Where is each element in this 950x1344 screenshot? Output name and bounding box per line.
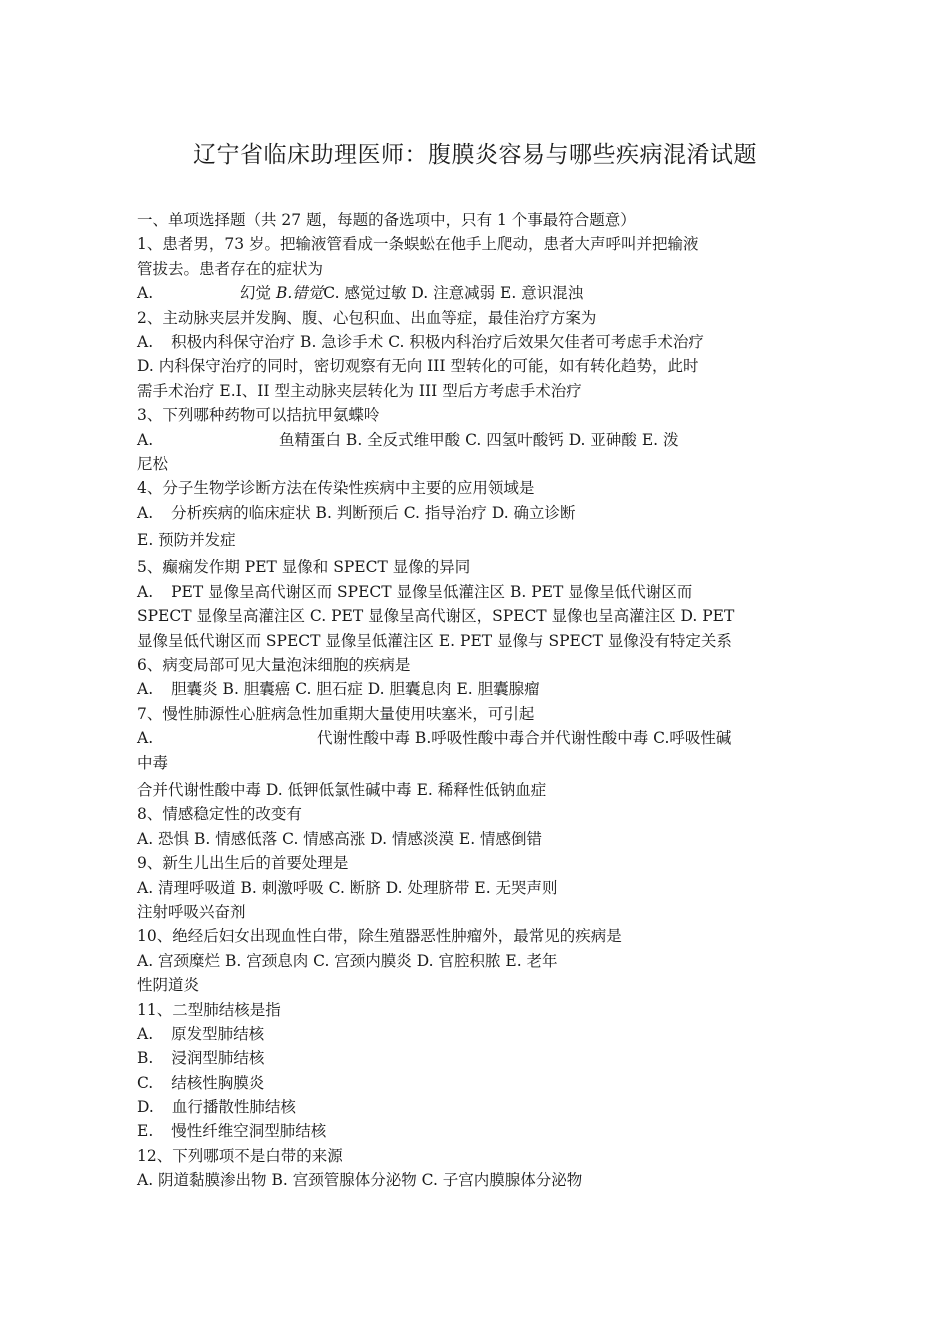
option-key: A. [137,729,154,748]
document-title: 辽宁省临床助理医师：腹膜炎容易与哪些疾病混淆试题 [193,142,757,168]
question-11-option-e [137,1119,827,1143]
question-11-option-a [137,1022,827,1046]
option-text: 结核性胸膜炎 [171,1073,265,1092]
option-b-text: B.错觉 [275,284,324,303]
question-12-options-line-1: A. 阴道黏膜渗出物 B. 宫颈管腺体分泌物 C. 子宫内膜腺体分泌物 [137,1171,583,1190]
option-key: A. [137,503,154,522]
question-6-stem: 6、病变局部可见大量泡沫细胞的疾病是 [137,656,411,675]
question-11-option-b [137,1046,827,1070]
question-5-options-line-2: SPECT 显像呈高灌注区 C. PET 显像呈高代谢区，SPECT 显像也呈高灌注区 D. PET [137,607,735,626]
question-3-stem: 3、下列哪种药物可以拮抗甲氨蝶呤 [137,406,380,425]
question-2-options-line-3: 需手术治疗 E.I、II 型主动脉夹层转化为 III 型后方考虑手术治疗 [137,381,582,400]
question-3-options-line-2: 尼松 [137,454,169,473]
question-10-options-line-2: 性阴道炎 [137,976,200,995]
option-key: E. [137,1122,154,1141]
question-8-stem: 8、情感稳定性的改变有 [137,805,302,824]
option-text: 慢性纤维空洞型肺结核 [171,1122,327,1141]
option-a-text: 幻觉 [240,284,272,303]
question-5-stem: 5、癫痫发作期 PET 显像和 SPECT 显像的异同 [137,558,471,577]
section-header: 一、单项选择题（共 27 题，每题的备选项中，只有 1 个事最符合题意） [137,211,636,229]
question-list [137,208,827,1193]
question-11-stem: 11、二型肺结核是指 [137,1000,281,1019]
option-key: B. [137,1049,154,1068]
question-12-stem: 12、下列哪项不是白带的来源 [137,1146,343,1165]
option-text: 鱼精蛋白 B. 全反式维甲酸 C. 四氢叶酸钙 D. 亚砷酸 E. 泼 [279,430,679,449]
question-8-options-line-1: A. 恐惧 B. 情感低落 C. 情感高涨 D. 情感淡漠 E. 情感倒错 [137,829,543,848]
option-text: 胆囊炎 B. 胆囊癌 C. 胆石症 D. 胆囊息肉 E. 胆囊腺瘤 [171,680,540,699]
question-1-stem-cont: 管拔去。患者存在的症状为 [137,259,324,278]
option-text: 代谢性酸中毒 B.呼吸性酸中毒合并代谢性酸中毒 C.呼吸性碱 [317,729,732,748]
option-a-key: A. [137,284,154,303]
question-1-options [137,281,827,305]
question-10-stem: 10、绝经后妇女出现血性白带，除生殖器恶性肿瘤外，最常见的疾病是 [137,927,622,946]
question-11-option-d [137,1095,827,1119]
question-2-stem: 2、主动脉夹层并发胸、腹、心包积血、出血等症，最佳治疗方案为 [137,308,597,327]
option-text: 积极内科保守治疗 B. 急诊手术 C. 积极内科治疗后效果欠佳者可考虑手术治疗 [171,332,704,351]
question-9-options-line-2: 注射呼吸兴奋剂 [137,902,246,921]
question-7-options-line-1 [137,726,827,750]
option-text: 分析疾病的临床症状 B. 判断预后 C. 指导治疗 D. 确立诊断 [171,503,576,522]
question-2-options-line-1 [137,330,827,354]
option-key: D. [137,1098,154,1117]
question-10-options-line-1: A. 宫颈糜烂 B. 宫颈息肉 C. 宫颈内膜炎 D. 官腔积脓 E. 老年 [137,951,558,970]
question-4-options-line-1 [137,501,827,525]
question-7-options-line-3: 合并代谢性酸中毒 D. 低钾低氯性碱中毒 E. 稀释性低钠血症 [137,780,547,799]
option-key: A. [137,680,154,699]
option-key: A. [137,332,154,351]
question-3-options-line-1 [137,428,827,452]
option-text: PET 显像呈高代谢区而 SPECT 显像呈低灌注区 B. PET 显像呈低代谢区而 [171,582,693,601]
question-9-options-line-1: A. 清理呼吸道 B. 刺激呼吸 C. 断脐 D. 处理脐带 E. 无哭声则 [137,878,558,897]
option-key: A. [137,430,154,449]
option-text: 浸润型肺结核 [171,1049,265,1068]
option-key: A. [137,582,154,601]
question-5-options-line-1 [137,580,827,604]
question-4-options-line-2: E. 预防并发症 [137,531,236,550]
option-key: A. [137,1024,154,1043]
option-rest-text: C. 感觉过敏 D. 注意减弱 E. 意识混浊 [323,284,584,303]
question-11-option-c [137,1071,827,1095]
question-9-stem: 9、新生儿出生后的首要处理是 [137,854,349,873]
question-1-stem: 1、患者男，73 岁。把输液管看成一条蜈蚣在他手上爬动，患者大声呼叫并把输液 [137,235,699,254]
question-7-options-line-2: 中毒 [137,753,169,772]
option-key: C. [137,1073,154,1092]
question-6-options-line-1 [137,677,827,701]
question-5-options-line-3: 显像呈低代谢区而 SPECT 显像呈低灌注区 E. PET 显像与 SPECT 显像没有特定关系 [137,631,732,650]
question-2-options-line-2: D. 内科保守治疗的同时，密切观察有无向 III 型转化的可能，如有转化趋势，此时 [137,357,699,376]
option-text: 原发型肺结核 [171,1024,265,1043]
option-text: 血行播散性肺结核 [171,1098,296,1117]
question-4-stem: 4、分子生物学诊断方法在传染性疾病中主要的应用领域是 [137,479,535,498]
question-7-stem: 7、慢性肺源性心脏病急性加重期大量使用呋塞米，可引起 [137,704,535,723]
